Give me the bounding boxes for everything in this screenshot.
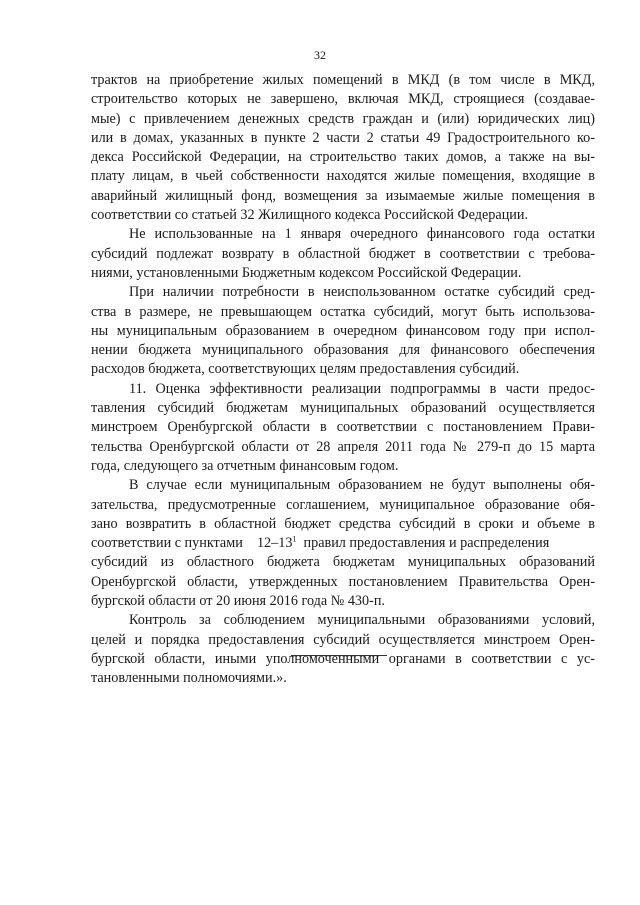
text-line: Не использованные на 1 января очередного финансового года остатки bbox=[129, 226, 595, 243]
text-line: трактов на приобретение жилых помещений в МКД (в том числе в МКД, bbox=[91, 72, 595, 88]
text-line: строительство которых не завершено, включая МКД, строящиеся (создавае- bbox=[91, 91, 595, 108]
text-line: нении бюджета муниципального образования для финансового обеспечения bbox=[91, 342, 595, 359]
text-line: минстроем Оренбургской области в соответствии с постановлением Прави- bbox=[91, 419, 595, 436]
text-line: При наличии потребности в неиспользованном остатке субсидий сред- bbox=[129, 284, 595, 301]
text-line: ны муниципальным образованием в очередном финансовом году при испол- bbox=[91, 322, 595, 339]
text-line: соответствии со статьей 32 Жилищного кодекса Российской Федерации. bbox=[91, 207, 529, 224]
text-line: тановленными полномочиями.». bbox=[91, 670, 287, 687]
text-line: бургской области, иными уполномоченными органами в соответствии с ус- bbox=[91, 650, 595, 667]
text-line: Контроль за соблюдением муниципальными образованиями условий, bbox=[129, 612, 595, 629]
paragraph-1 bbox=[91, 71, 595, 225]
end-separator-line bbox=[291, 655, 387, 656]
footnote-superscript: 1 bbox=[292, 534, 297, 544]
text-line: года, следующего за отчетным финансовым годом. bbox=[91, 457, 399, 474]
text-line: мые) с привлечением денежных средств граждан и (или) юридических лиц) bbox=[91, 110, 595, 127]
text-line: целей и порядка предоставления субсидий осуществляется минстроем Орен- bbox=[91, 631, 595, 648]
text-line: Оренбургской области, утвержденных постановлением Правительства Орен- bbox=[91, 573, 595, 590]
text-line: ства в размере, не превышающем остатка субсидий, могут быть использова- bbox=[91, 303, 595, 320]
paragraph-3 bbox=[91, 283, 595, 379]
text-line: ниями, установленными Бюджетным кодексом Российской Федерации. bbox=[91, 264, 522, 281]
text-line: 11. Оценка эффективности реализации подпрограммы в части предос- bbox=[129, 380, 595, 397]
text-line: расходов бюджета, соответствующих целям предоставления субсидий. bbox=[91, 361, 520, 378]
text-line: тавления субсидий бюджетам муниципальных образований осуществляется bbox=[91, 400, 595, 417]
text-line-tail: правил предоставления и распределения bbox=[296, 535, 550, 552]
text-line: соответствии с пунктами 12–13 bbox=[91, 535, 293, 552]
text-line-with-superscript bbox=[91, 534, 595, 553]
text-line: декса Российской Федерации, на строительство таких домов, а также на вы- bbox=[91, 149, 595, 166]
paragraph-5 bbox=[91, 476, 595, 611]
text-line: бургской области от 20 июня 2016 года № 430-п. bbox=[91, 593, 385, 610]
text-line: субсидий подлежат возврату в областной бюджет в соответствии с требова- bbox=[91, 245, 595, 262]
page-number: 32 bbox=[314, 48, 326, 62]
text-line: тельства Оренбургской области от 28 апреля 2011 года № 279-п до 15 марта bbox=[91, 438, 595, 455]
text-line: зано возвратить в областной бюджет средства субсидий в сроки и объеме в bbox=[91, 515, 595, 532]
paragraph-2 bbox=[91, 225, 595, 283]
text-line: или в домах, указанных в пункте 2 части 2 статьи 49 Градостроительного ко- bbox=[91, 129, 595, 146]
paragraph-4 bbox=[91, 380, 595, 476]
paragraph-6 bbox=[91, 611, 595, 688]
text-line: плату лицам, в чьей собственности находятся жилые помещения, входящие в bbox=[91, 168, 595, 185]
text-line: аварийный жилищный фонд, возмещения за изымаемые жилые помещения в bbox=[91, 187, 595, 204]
document-body bbox=[91, 71, 595, 689]
text-line: зательства, предусмотренные соглашением, муниципальное образование обя- bbox=[91, 496, 595, 513]
text-line: субсидий из областного бюджета бюджетам муниципальных образований bbox=[91, 554, 595, 571]
text-line: В случае если муниципальным образованием не будут выполнены обя- bbox=[129, 477, 595, 494]
